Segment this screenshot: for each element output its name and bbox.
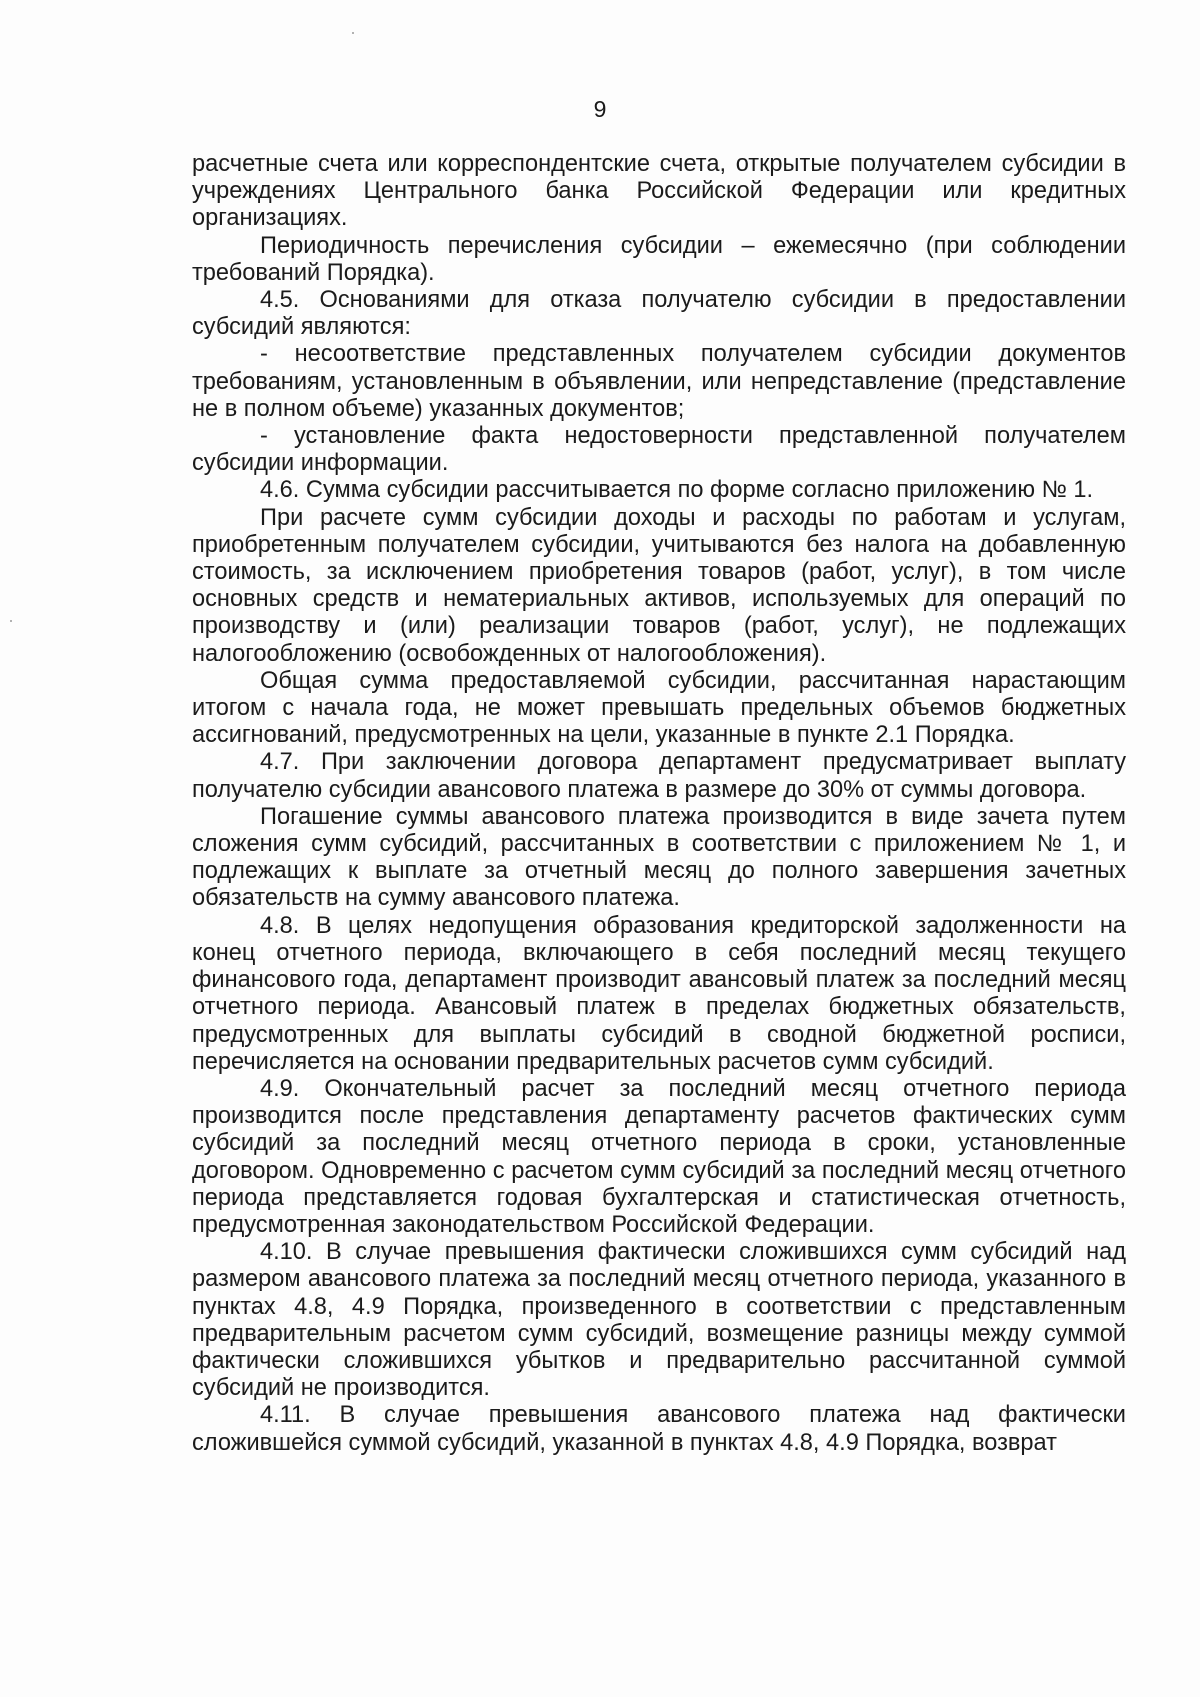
paragraph: Общая сумма предоставляемой субсидии, рассчитанная нарастающим итогом с начала года, не может превышать предельных объемов бюджетных ассигнований, предусмотренных на цели, указанные в пункте 2.1 Порядка.: [192, 667, 1126, 749]
paragraph: 4.11. В случае превышения авансового платежа над фактически сложившейся суммой субсидий, указанной в пунктах 4.8, 4.9 Порядка, возврат: [192, 1402, 1126, 1456]
paragraph: расчетные счета или корреспондентские счета, открытые получателем субсидии в учреждениях Центрального банка Российской Федерации или кредитных организациях.: [192, 151, 1126, 232]
paragraph: 4.10. В случае превышения фактически сложившихся сумм субсидий над размером авансового платежа за последний месяц отчетного периода, указанного в пунктах 4.8, 4.9 Порядка, произведенного в соответствии с представленным предварительным расчетом сумм субсидий, возмещение разницы между суммой фактически сложившихся убытков и предварительно рассчитанной суммой субсидий не производится.: [192, 1239, 1126, 1402]
paragraph: При расчете сумм субсидии доходы и расходы по работам и услугам, приобретенным получателем субсидии, учитываются без налога на добавленную стоимость, за исключением приобретения товаров (работ, услуг), в том числе основных средств и нематериальных активов, используемых для операций по производству и (или) реализации товаров (работ, услуг), не подлежащих налогообложению (освобожденных от налогообложения).: [192, 504, 1126, 667]
page-number: 9: [593, 96, 607, 122]
scan-speck: [10, 620, 12, 622]
paragraph: 4.8. В целях недопущения образования кредиторской задолженности на конец отчетного периода, включающего в себя последний месяц текущего финансового года, департамент производит авансовый платеж за последний месяц отчетного периода. Авансовый платеж в пределах бюджетных обязательств, предусмотренных для выплаты субсидий в сводной бюджетной росписи, перечисляется на основании предварительных расчетов сумм субсидий.: [192, 912, 1126, 1075]
paragraph: - установление факта недостоверности представленной получателем субсидии информации.: [192, 423, 1126, 477]
paragraph: - несоответствие представленных получателем субсидии документов требованиям, установленным в объявлении, или непредставление (представление не в полном объеме) указанных документов;: [192, 341, 1126, 422]
document-body: [192, 151, 1126, 1457]
paragraph: 4.6. Сумма субсидии рассчитывается по форме согласно приложению № 1.: [260, 477, 1094, 504]
scan-speck: [352, 32, 354, 34]
paragraph: 4.9. Окончательный расчет за последний месяц отчетного периода производится после представления департаменту расчетов фактических сумм субсидий за последний месяц отчетного периода в сроки, установленные договором. Одновременно с расчетом сумм субсидий за последний месяц отчетного периода представляется годовая бухгалтерская и статистическая отчетность, предусмотренная законодательством Российской Федерации.: [192, 1075, 1126, 1238]
paragraph: Периодичность перечисления субсидии – ежемесячно (при соблюдении требований Порядка).: [192, 232, 1126, 286]
paragraph: Погашение суммы авансового платежа производится в виде зачета путем сложения сумм субсидий, рассчитанных в соответствии с приложением № 1, и подлежащих к выплате за отчетный месяц до полного завершения зачетных обязательств на сумму авансового платежа.: [192, 803, 1126, 912]
paragraph: 4.5. Основаниями для отказа получателю субсидии в предоставлении субсидий являются:: [192, 287, 1126, 341]
paragraph: 4.7. При заключении договора департамент предусматривает выплату получателю субсидии авансового платежа в размере до 30% от суммы договора.: [192, 749, 1126, 803]
